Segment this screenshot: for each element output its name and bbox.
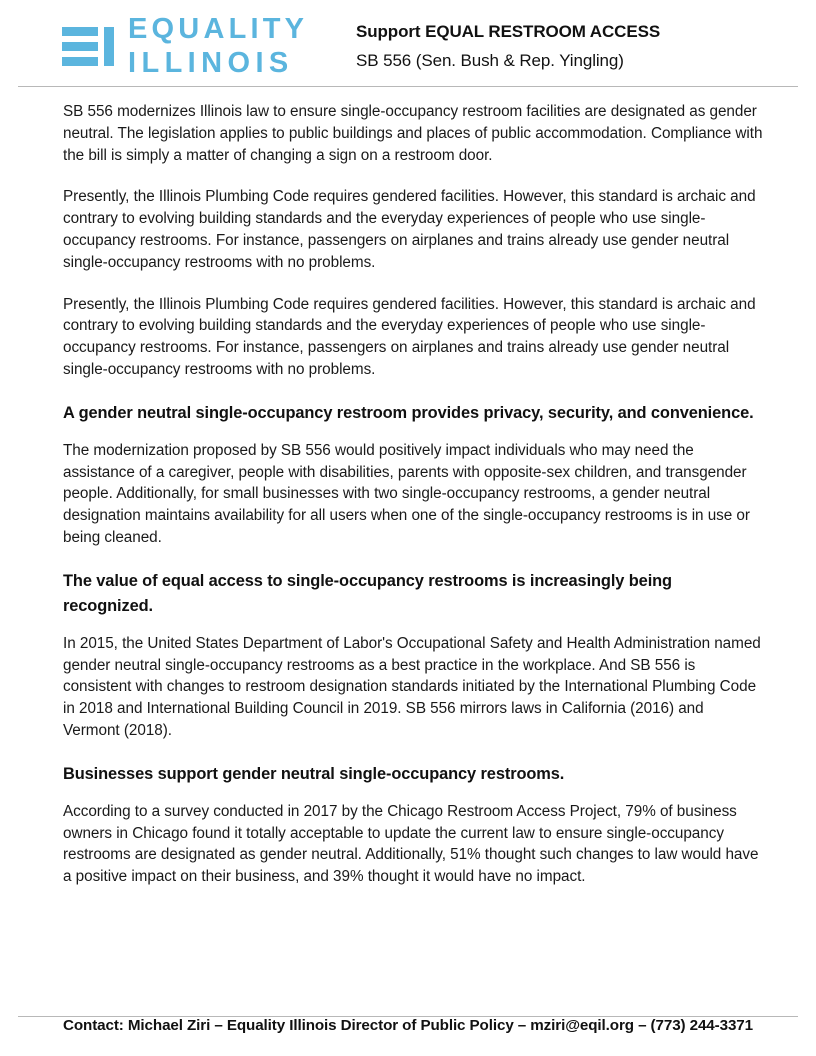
page-subtitle: SB 556 (Sen. Bush & Rep. Yingling) [356, 50, 624, 70]
logo-vertical-stem [104, 27, 114, 66]
equality-illinois-logo-mark-icon [62, 23, 114, 69]
paragraph-survey-statistics: According to a survey conducted in 2017 by the Chicago Restroom Access Project, 79% of business owners in Chicago found it totally acceptable to update the current law to ensure single-occupancy restrooms are designated as gender neutral. Additionally, 51% thought such changes to law would have a positive impact on their business, and 39% thought it would have no impact. [63, 802, 759, 886]
document-header [0, 0, 816, 78]
logo-bar-middle [62, 42, 98, 51]
contact-line: Contact: Michael Ziri – Equality Illinois Director of Public Policy – mziri@eqil.org – (773) 244-3371 [62, 1017, 754, 1034]
paragraph-osha-standards: In 2015, the United States Department of Labor's Occupational Safety and Health Administration named gender neutral single-occupancy restrooms as a best practice in the workplace. And SB 556 is consistent with changes to restroom designation standards initiated by the International Plumbing Code in 2018 and International Building Council in 2019. SB 556 mirrors laws in California (2016) and Vermont (2018). [63, 634, 761, 739]
heading-equal-access-recognized: The value of equal access to single-occupancy restrooms is increasingly being recognized. [63, 571, 672, 615]
logo-word-equality: EQUALITY [128, 12, 309, 45]
logo-wordmark [128, 12, 309, 79]
equality-illinois-logo [20, 12, 350, 79]
paragraph-overview: SB 556 modernizes Illinois law to ensure single-occupancy restroom facilities are designated as gender neutral. The legislation applies to public buildings and places of public accommodation. Compliance with the bill is simply a matter of changing a sign on a restroom door. [63, 103, 763, 164]
logo-bar-top [62, 27, 98, 36]
paragraph-plumbing-code-2: Presently, the Illinois Plumbing Code requires gendered facilities. However, this standard is archaic and contrary to evolving building standards and the everyday experiences of people who use single-occupancy restrooms. For instance, passengers on airplanes and trains already use gender neutral single-occupancy restrooms with no problems. [63, 295, 756, 378]
document-footer [0, 1008, 816, 1034]
heading-privacy-security-convenience: A gender neutral single-occupancy restroom provides privacy, security, and convenience. [63, 403, 754, 422]
paragraph-plumbing-code-1: Presently, the Illinois Plumbing Code requires gendered facilities. However, this standard is archaic and contrary to evolving building standards and the everyday experiences of people who use single-occupancy restrooms. For instance, passengers on airplanes and trains already use gender neutral single-occupancy restrooms with no problems. [63, 188, 756, 271]
paragraph-modernization-impact: The modernization proposed by SB 556 would positively impact individuals who may need the assistance of a caregiver, people with disabilities, parents with opposite-sex children, and transgender people. Additionally, for small businesses with two single-occupancy restrooms, a gender neutral designation maintains availability for all users when one of the single-occupancy restrooms is in use or being cleaned. [63, 441, 750, 546]
header-text-block [350, 22, 796, 71]
document-body [0, 87, 816, 888]
logo-word-illinois: ILLINOIS [128, 46, 294, 79]
page-title: Support EQUAL RESTROOM ACCESS [356, 21, 661, 41]
heading-businesses-support: Businesses support gender neutral single-occupancy restrooms. [63, 764, 565, 783]
logo-bar-bottom [62, 57, 98, 66]
